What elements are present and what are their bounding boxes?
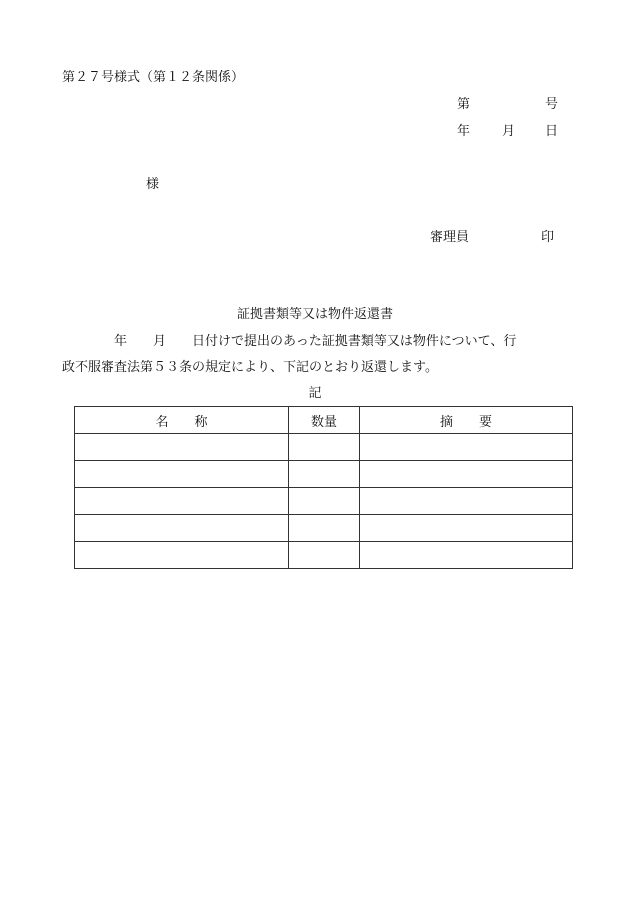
cell-name xyxy=(75,542,289,569)
cell-quantity xyxy=(289,515,360,542)
date-year-label: 年 xyxy=(457,124,471,139)
ki-heading: 記 xyxy=(308,386,322,401)
cell-remarks xyxy=(360,542,573,569)
cell-remarks xyxy=(360,488,573,515)
cell-quantity xyxy=(289,434,360,461)
cell-name xyxy=(75,461,289,488)
cell-remarks xyxy=(360,434,573,461)
header-remarks: 摘 要 xyxy=(360,407,573,434)
cell-quantity xyxy=(289,461,360,488)
body-text-line-2: 政不服審査法第５３条の規定により、下記のとおり返還します。 xyxy=(62,360,438,375)
body-text-line-1: 年 月 日付けで提出のあった証拠書類等又は物件について、行 xyxy=(62,334,517,349)
table-row xyxy=(75,488,573,515)
cell-name xyxy=(75,488,289,515)
document-number-prefix: 第 xyxy=(457,97,471,112)
table-row xyxy=(75,542,573,569)
table-row xyxy=(75,434,573,461)
cell-name xyxy=(75,434,289,461)
examiner-label: 審理員 xyxy=(430,230,470,245)
seal-mark: 印 xyxy=(541,230,555,245)
addressee-suffix: 様 xyxy=(146,177,160,192)
cell-name xyxy=(75,515,289,542)
date-month-label: 月 xyxy=(502,124,516,139)
table-row xyxy=(75,515,573,542)
document-number-suffix: 号 xyxy=(545,97,559,112)
document-title: 証拠書類等又は物件返還書 xyxy=(236,307,393,322)
form-number: 第２７号様式（第１２条関係） xyxy=(62,70,245,85)
items-table xyxy=(74,406,573,569)
date-day-label: 日 xyxy=(545,124,559,139)
cell-remarks xyxy=(360,461,573,488)
table-header-row xyxy=(75,407,573,434)
table-row xyxy=(75,461,573,488)
header-name: 名 称 xyxy=(75,407,289,434)
cell-quantity xyxy=(289,542,360,569)
cell-quantity xyxy=(289,488,360,515)
cell-remarks xyxy=(360,515,573,542)
header-quantity: 数量 xyxy=(289,407,360,434)
